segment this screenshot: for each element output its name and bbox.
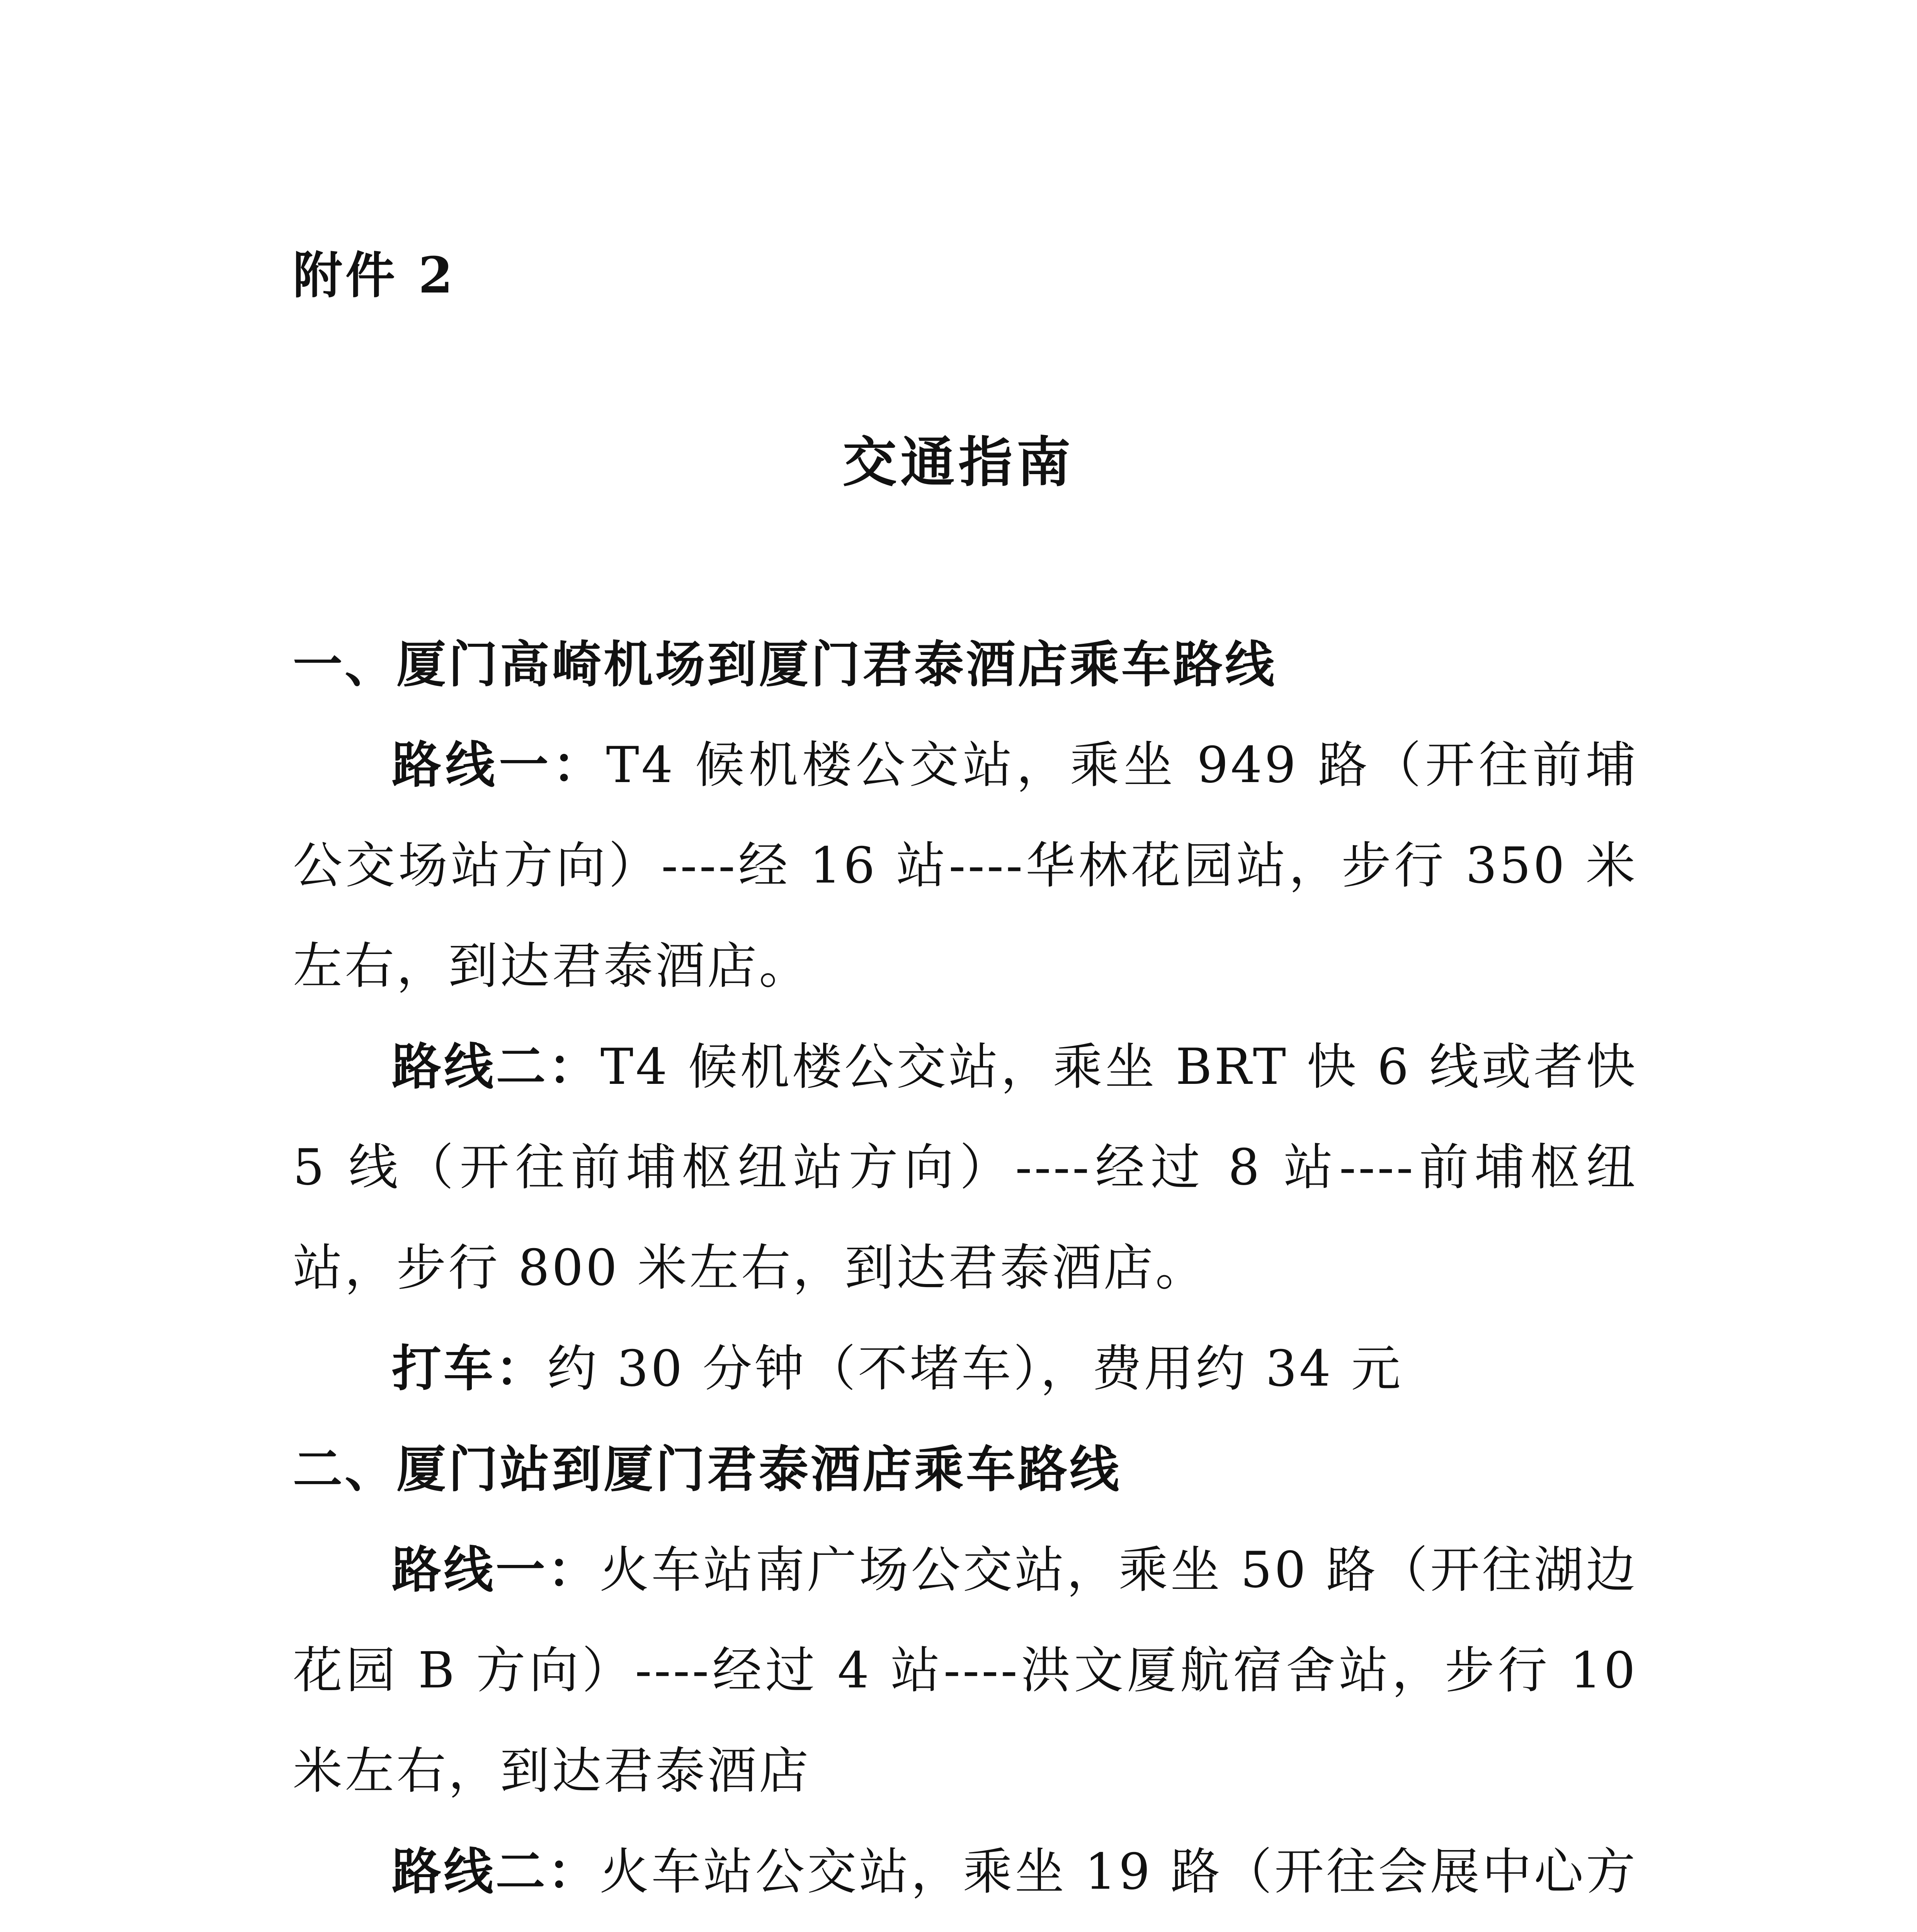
route-text: 火车站公交站，乘坐 19 路（开往会展中心方 — [599, 1843, 1638, 1901]
taxi-text: 约 30 分钟（不堵车），费用约 34 元 — [547, 1340, 1403, 1398]
route-label: 路线一： — [392, 736, 606, 794]
document-body — [293, 614, 1638, 1932]
page-title: 交通指南 — [842, 431, 1075, 494]
route-label: 路线二： — [392, 1843, 600, 1901]
section-airport — [293, 614, 1638, 1419]
attachment-label: 附件 2 — [293, 247, 456, 304]
section-heading: 二、厦门站到厦门君泰酒店乘车路线 — [293, 1440, 1122, 1498]
taxi-label: 打车： — [392, 1340, 548, 1398]
route-paragraph — [293, 1821, 1638, 1932]
section-xiamen-station — [293, 1419, 1638, 1932]
route-label: 路线一： — [392, 1541, 600, 1599]
route-paragraph — [293, 715, 1638, 1017]
route-label: 路线二： — [392, 1038, 600, 1096]
route-text: 火车站南广场公交站，乘坐 50 路（开往湖边花园 B 方向）----经过 4 站----洪文厦航宿舍站，步行 10 米左右，到达君泰酒店 — [293, 1541, 1638, 1800]
route-text: T4 候机楼公交站，乘坐 BRT 快 6 线或者快 5 线（开往前埔枢纽站方向）----经过 8 站----前埔枢纽站，步行 800 米左右，到达君泰酒店。 — [293, 1038, 1638, 1297]
section-heading: 一、厦门高崎机场到厦门君泰酒店乘车路线 — [293, 636, 1277, 694]
route-text: T4 候机楼公交站，乘坐 949 路（开往前埔公交场站方向）----经 16 站----华林花园站，步行 350 米左右，到达君泰酒店。 — [293, 736, 1638, 995]
route-paragraph — [293, 1520, 1638, 1821]
taxi-paragraph — [293, 1318, 1638, 1419]
route-paragraph — [293, 1017, 1638, 1318]
